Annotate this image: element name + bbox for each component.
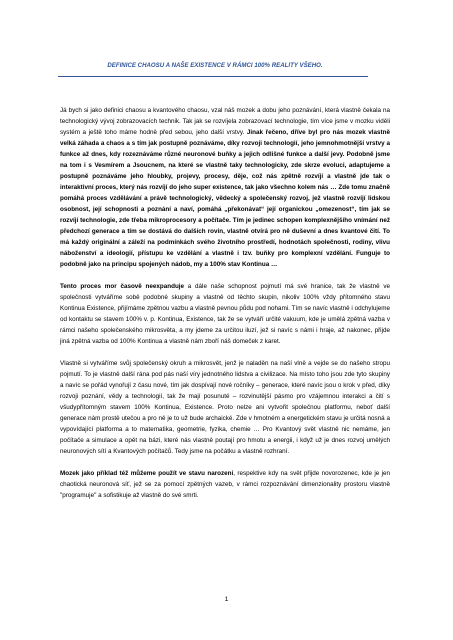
document-title: DEFINICE CHAOSU A NAŠE EXISTENCE V RÁMCI 100% REALITY VŠEHO. [107,62,323,69]
text-run: Vlastně si vytváříme svůj společenský okruh a mikrosvět, jenž je naladěn na naší vlně a vejde se do našeho stropu pojmutí. To je vlastně další rána pod pás naší víry jednotného lidstva a civilizace. Na místo toho jsou zde tyto skupiny a navíc se pořád vynořují z času nové, tím jak dospívají nové ročníky – generace, které navíc jsou o krok v před, díky rozvoji poznání, vědy a technologií, tak že mají posunuté – rozvinutější pásmo pro vzájemnou interakci a čití s všudypřítomným stavem 100% Kontinua, Existence. Proto nelze ani vytvořit společnou platformu, neboť další generace nám prostě utečou a pro ně je to už bude archaické. Zde v hmotném a energetickém stavu je určitá nosná a vypovídající platforma a to matematika, geometrie, fyzika, chemie … Pro Kvantový svět vlastně nic nemáme, jen počítače a simulace a opět na bázi, které nás vlastně poutají pro hmotu a energii, i když už je dnes rozvoj umělých neuronových sítí a Kvantových počítačů. Tedy jsme na počátku a vlastně rozhraní. [60,360,390,455]
page-number: 1 [224,596,229,603]
paragraph [60,105,390,270]
paragraph [60,468,390,501]
document-body [60,105,390,512]
paragraph [60,358,390,457]
text-run: Já bych si jako definici chaosu a kvantového chaosu, vzal náš mozek a dobu jeho poznávání, která vlastně čekala na technologický vývoj zobrazovacích technik. Tak jak se rozvíjela zobrazovací technologie, tím více jsme v mozku viděli systém a ještě toho máme hodně před sebou, jeho další vrstvy. [60,107,390,136]
paragraph [60,281,390,347]
bold-text-run: Jinak řečeno, dříve byl pro nás mozek vlastně velká záhada a chaos a s tím jak postupně poznáváme, díky rozvoji technologií, jeho jemnohmotnější vrstvy a funkce až dnes, kdy rozeznáváme různé neuronové buňky a jejich odlišné funkce a další jevy. Podobně jsme na tom i s Vesmírem a Jsoucnem, na které se vlastně taky technologicky, zde skrze evoluci, adaptujeme a postupně poznáváme jeho hloubky, projevy, procesy, děje, což nás zpětně rozvíjí a vlastně jde tak o interaktivní proces, který nás rozvíjí do jeho super existence, tak jako všechno kolem nás … Zde tomu značně pomáhá proces vzdělávání a právě technologický, vědecký a společenský rozvoj, jež vlastně rozvíjí lidskou osobnost, její schopnosti a poznání a naví, pomáhá „překonávat“ její organickou „omezenost“, tím jak se rozvíjí technologie, zde třeba mikroprocesory a počítače. Tím je jedinec schopen komplexnějšího vnímání než předchozí generace a tím se dostává do dalších rovin, vlastně otvírá pro ně duševní a dnes kvantové čití. To má každý originální a záleží na podmínkách svého životního prostředí, hodnotách společnosti, rodiny, vlivu náboženství a ideologií, přístupu ke vzdělání a vlastně i tzv. buňky pro komplexní vzdělání. Funguje to podobně jako na principu spojených nádob, my a 100% stav Kontinua … [60,129,390,268]
title-underline [58,76,368,77]
bold-text-run: Tento proces mor časově neexpanduje [60,283,188,290]
text-run: a dále naše schopnost pojmutí má své hranice, tak že vlastně ve společnosti vytváříme sobě podobné skupiny a vlastně od těchto skupin, nikoliv 100% vždy přítomného stavu Kontinua Existence, přijímáme zpětnou vazbu a vlastně pevnou půdu pod nohami. Tím se navíc vlastně i odchylujeme od kontaktu se stavem 100% v. p. Kontinua, Existence, tak že se vytváří určité vakuum, kde je umělá zpětná vazba v rámci našeho společenského mikrosvěta, a my jdeme za určitou iluzí, jež si navíc s námi i hraje, až nakonec, přijde jiná zpětná vazba od 100% Kontinua a vlastně nám zboří náš domeček z karet. [60,283,391,345]
bold-text-run: Mozek jako příklad též můžeme použít ve stavu narození [60,470,234,477]
text-run: , respektive kdy na svět přijde novorozenec, kde je jen chaotická neuronová síť, jež se za pomocí zpětných vazeb, v rámci rozpoznávání dimenzionality prostoru vlastně "programuje" a sofistikuje až vlastně do své smrti. [60,470,391,499]
